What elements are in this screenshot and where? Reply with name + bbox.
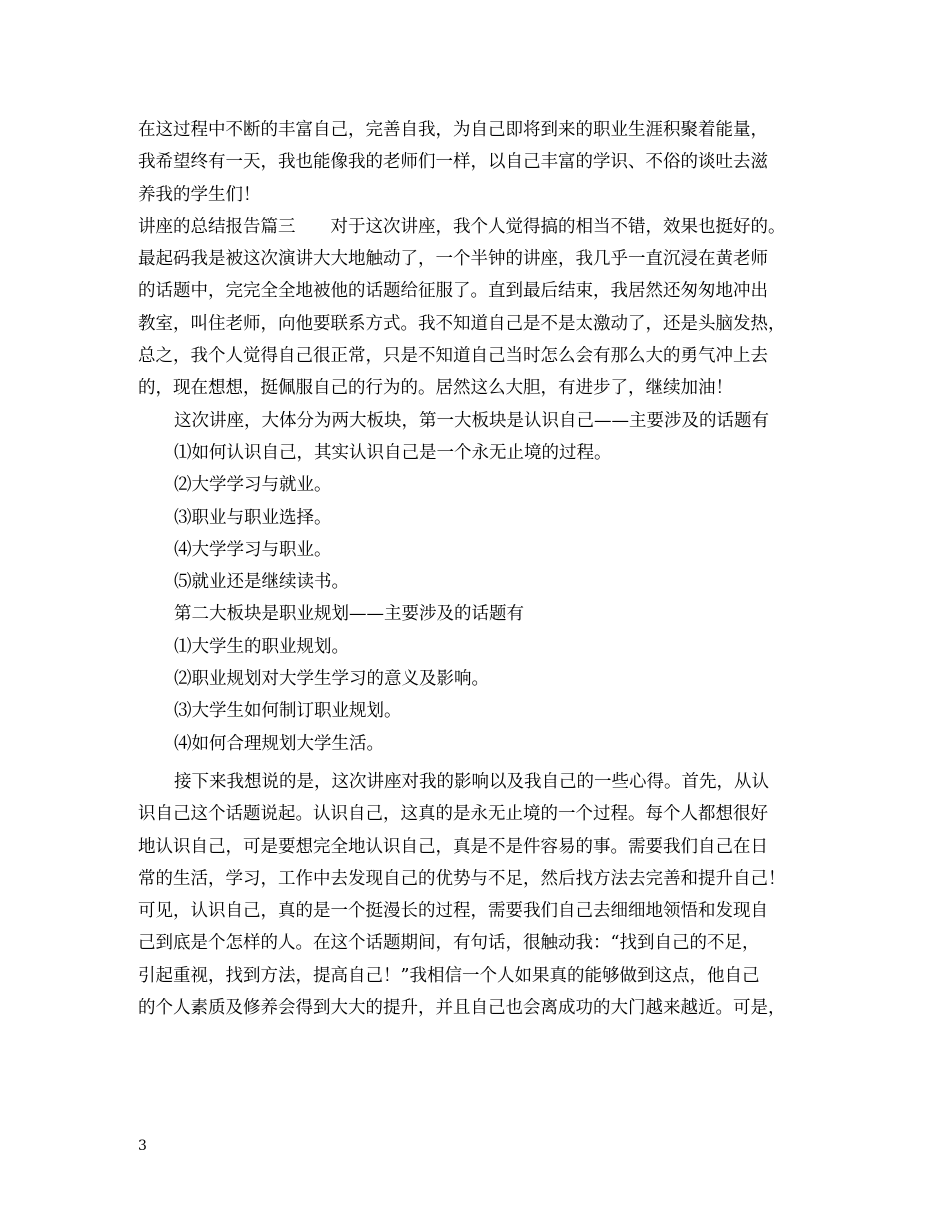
text-line-27: 引起重视，找到方法，提高自己！”我相信一个人如果真的能够做到这点，他自己 bbox=[138, 965, 760, 986]
paragraph-intro-line: 这次讲座，大体分为两大板块，第一大板块是认识自己——主要涉及的话题有 bbox=[174, 410, 769, 431]
text-line-7: 教室，叫住老师，向他要联系方式。我不知道自己是不是太激动了，还是头脑发热， bbox=[138, 313, 786, 334]
text-line-1: 在这过程中不断的丰富自己，完善自我，为自己即将到来的职业生涯积聚着能量， bbox=[138, 120, 768, 140]
list-item-1: ⑴如何认识自己，其实认识自己是一个永无止境的过程。 bbox=[174, 442, 612, 463]
section-two-intro-line: 第二大板块是职业规划——主要涉及的话题有 bbox=[174, 604, 524, 625]
list-item-4: ⑷大学学习与职业。 bbox=[174, 539, 332, 560]
text-line-3: 养我的学生们！ bbox=[138, 184, 261, 205]
text-line-9: 的，现在想想，挺佩服自己的行为的。居然这么大胆，有进步了，继续加油！ bbox=[138, 378, 733, 399]
text-line-26: 己到底是个怎样的人。在这个话题期间，有句话，很触动我：“找到自己的不足， bbox=[138, 933, 760, 954]
text-line-8: 总之，我个人觉得自己很正常，只是不知道自己当时怎么会有那么大的勇气冲上去 bbox=[138, 346, 768, 367]
text-line-22: 识自己这个话题说起。认识自己，这真的是永无止境的一个过程。每个人都想很好 bbox=[138, 804, 768, 825]
text-line-28: 的个人素质及修养会得到大大的提升，并且自己也会离成功的大门越来越近。可是， bbox=[138, 998, 786, 1019]
text-line-23: 地认识自己，可是要想完全地认识自己，真是不是件容易的事。需要我们自己在日 bbox=[138, 836, 768, 857]
list-item-9: ⑷如何合理规划大学生活。 bbox=[174, 733, 384, 754]
list-item-6: ⑴大学生的职业规划。 bbox=[174, 636, 349, 657]
page-number: 3 bbox=[138, 1138, 147, 1154]
text-line-25: 可见，认识自己，真的是一个挺漫长的过程，需要我们自己去细细地领悟和发现自 bbox=[138, 901, 768, 922]
paragraph-start-line: 接下来我想说的是，这次讲座对我的影响以及我自己的一些心得。首先，从认 bbox=[174, 771, 769, 792]
list-item-8: ⑶大学生如何制订职业规划。 bbox=[174, 701, 402, 722]
list-item-2: ⑵大学学习与就业。 bbox=[174, 475, 332, 496]
list-item-3: ⑶职业与职业选择。 bbox=[174, 507, 332, 528]
text-line-2: 我希望终有一天，我也能像我的老师们一样，以自己丰富的学识、不俗的谈吐去滋 bbox=[138, 152, 768, 173]
list-item-5: ⑸就业还是继续读书。 bbox=[174, 572, 349, 593]
section-heading-line: 讲座的总结报告篇三 对于这次讲座，我个人觉得搞的相当不错，效果也挺好的。 bbox=[138, 216, 786, 237]
text-line-24: 常的生活，学习，工作中去发现自己的优势与不足，然后找方法去完善和提升自己！ bbox=[138, 868, 786, 889]
text-line-5: 最起码我是被这次演讲大大地触动了，一个半钟的讲座，我几乎一直沉浸在黄老师 bbox=[138, 249, 768, 270]
text-line-6: 的话题中，完完全全地被他的话题给征服了。直到最后结束，我居然还匆匆地冲出 bbox=[138, 281, 768, 302]
list-item-7: ⑵职业规划对大学生学习的意义及影响。 bbox=[174, 669, 489, 690]
document-body bbox=[138, 114, 830, 1024]
